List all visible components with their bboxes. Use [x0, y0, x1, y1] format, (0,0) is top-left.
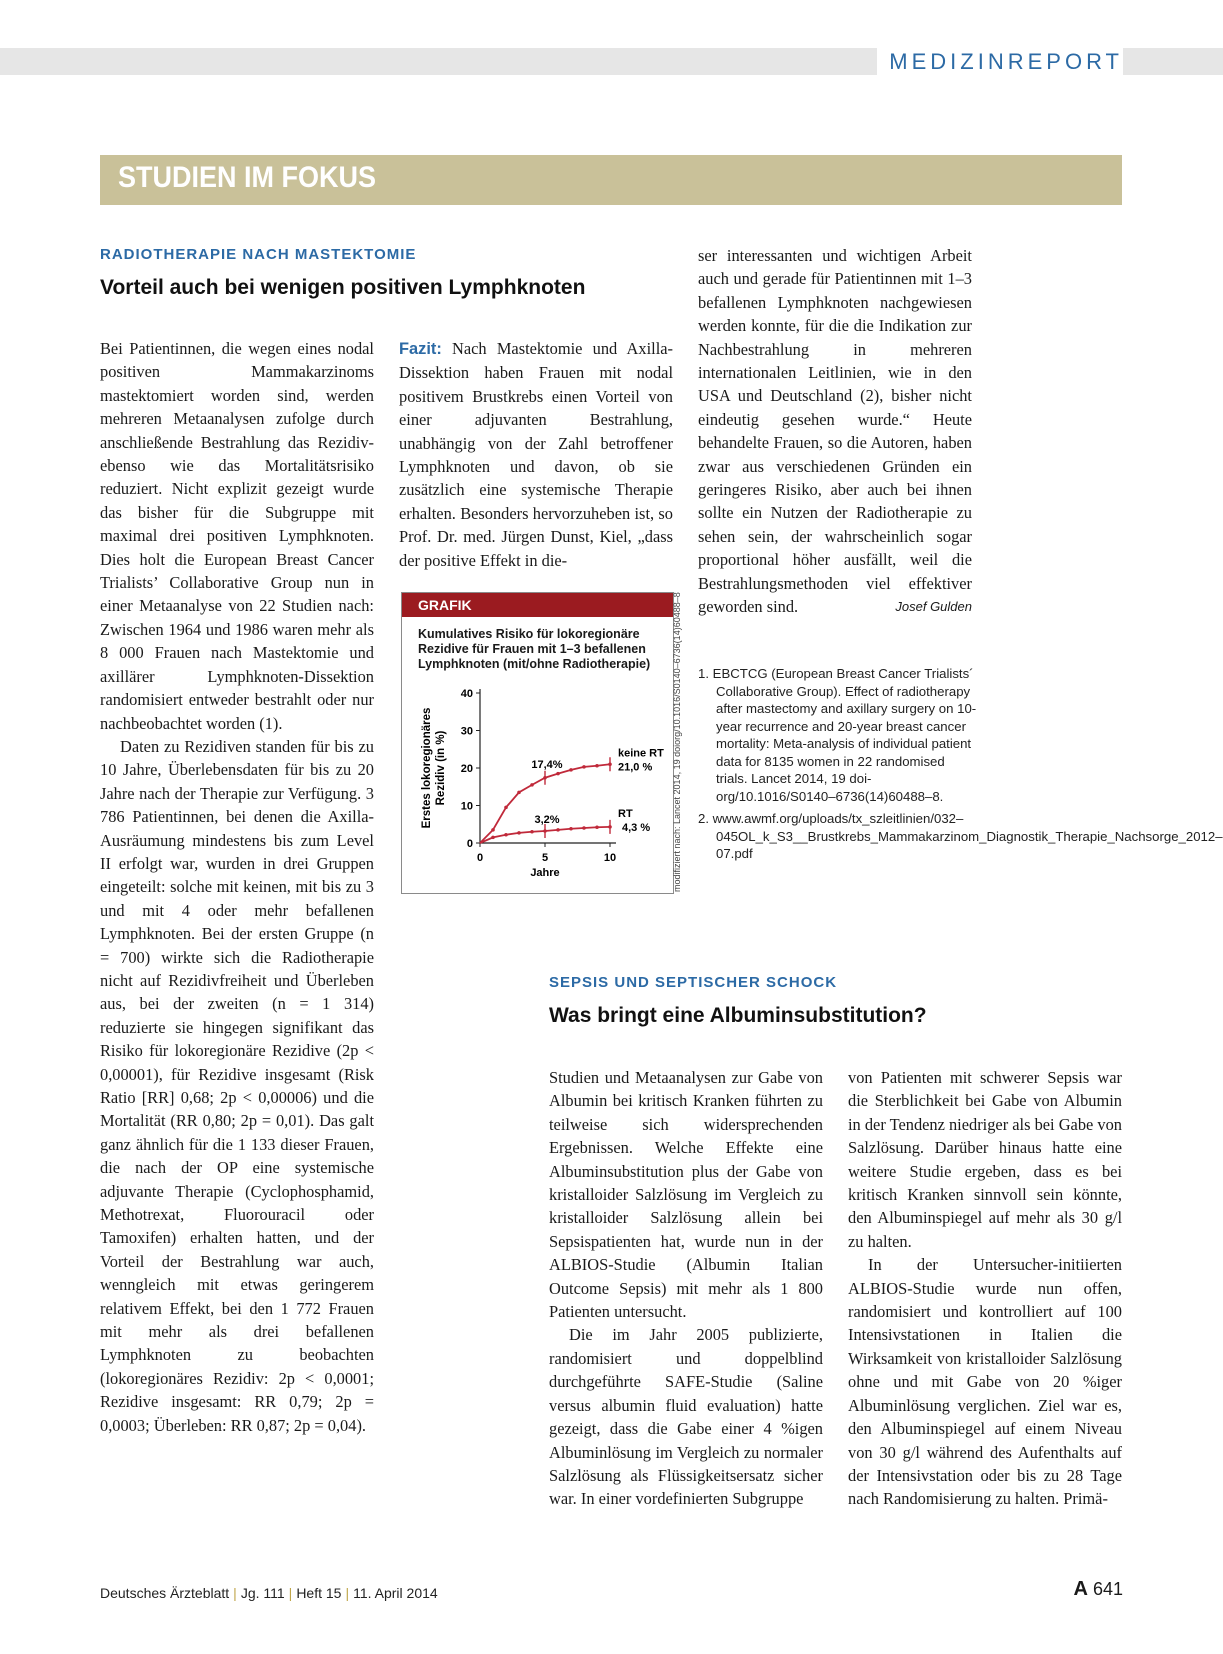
data-point	[517, 791, 521, 795]
data-point	[556, 828, 560, 832]
reference-item: 1. EBCTCG (European Breast Cancer Trialists´ Collaborative Group). Effect of radiotherapy after mastectomy and axillary surgery on 10-year recurrence and 20-year breast cancer mortality: Meta-analysis of individual patient data for 8135 women in 22 randomised trials. Lancet 2014, 19 doi-org/10.1016/S0140–6736(14)60488–8.	[698, 666, 977, 804]
y-tick-label: 0	[466, 838, 473, 850]
y-axis-label: Erstes lokoregionäres	[421, 707, 433, 829]
article1-paragraph	[698, 244, 972, 619]
article2-paragraph: Studien und Metaanalysen zur Gabe von Albumin bei kritisch Kranken führten zu teilweise sich widersprechenden Ergebnissen. Welche Effekte eine Albuminsubstitution plus der Gabe von kristalloider Salzlösung im Vergleich zu kristalloider Salzlösung allein bei Sepsispatienten hat, wurde nun in der ALBIOS-Studie (Albumin Italian Outcome Sepsis) mit mehr als 1 800 Patienten untersucht.	[549, 1068, 823, 1322]
data-label: 17,4%	[531, 758, 563, 771]
article2-paragraph: Die im Jahr 2005 publizierte, randomisiert und doppelblind durchgeführte SAFE-Studie (Saline versus albumin fluid evaluation) hatte gezeigt, dass die Gabe einer 4 %igen Albuminlösung im Vergleich zu normaler Salzlösung als Flüssigkeitsersatz sicher war. In einer vordefinierten Subgruppe	[549, 1325, 823, 1509]
data-point	[595, 764, 599, 768]
reference-item: 2. www.awmf.org/uploads/tx_szleitlinien/032–045OL_k_S3__Brustkrebs_Mammakarzinom_Diagnostik_Therapie_Nachsorge_2012–07.pdf	[698, 811, 1223, 861]
data-point	[595, 825, 599, 829]
footer-volume: Jg. 111	[240, 1585, 285, 1601]
article1-headline: Vorteil auch bei wenigen positiven Lymphknoten	[100, 276, 586, 299]
x-axis-label: Jahre	[530, 867, 560, 879]
grafik-box	[401, 592, 674, 894]
author-signature: Josef Gulden	[895, 599, 972, 615]
article1-column-2	[399, 337, 673, 572]
data-point	[504, 806, 508, 810]
y-axis-label: Rezidiv (in %)	[435, 730, 447, 806]
article2-paragraph: In der Untersucher-initiierten ALBIOS-Studie wurde nun offen, randomisiert und kontrolliert auf 100 Intensivstationen in Italien die Wirksamkeit von kristalloider Salzlösung ohne und mit Gabe von 20 %iger Albuminlösung verglichen. Ziel war es, den Albuminspiegel auf einem Niveau von 30 g/l während des Aufenthalts auf der Intensivstation oder bis zu 28 Tage nach Randomisierung zu halten. Primä-	[848, 1255, 1122, 1509]
article2-column-1	[549, 1066, 823, 1511]
footer-issue: Heft 15	[296, 1585, 342, 1601]
series-name-label: keine RT	[618, 747, 664, 760]
data-point	[582, 765, 586, 769]
page-prefix: A	[1073, 1578, 1088, 1600]
page-number-value: 641	[1092, 1579, 1123, 1599]
series-name-label: RT	[618, 807, 633, 820]
data-point	[569, 827, 573, 831]
fazit-text: Nach Mastektomie und Axilla-Dissektion haben Frauen mit nodal positivem Brustkrebs einen Vorteil von einer adjuvanten Bestrahlung, unabhängig von der Zahl betroffener Lymphknoten und davon, ob sie zusätzlich eine systemische Therapie erhalten. Besonders hervorzuheben ist, so Prof. Dr. med. Jürgen Dunst, Kiel, „dass der positive Effekt in die-	[399, 339, 673, 570]
references-list	[698, 665, 1223, 868]
footer-citation: Deutsches Ärzteblatt | Jg. 111 | Heft 15 | 11. April 2014	[100, 1585, 438, 1601]
data-point	[517, 831, 521, 835]
article2-column-2	[848, 1066, 1122, 1511]
banner-title: STUDIEN IM FOKUS	[118, 161, 377, 194]
grafik-label: GRAFIK	[418, 597, 472, 613]
article1-paragraph: Bei Patientinnen, die wegen eines nodal positiven Mammakarzinoms mastektomiert worden sind, werden mehreren Metaanalysen zufolge durch anschließende Bestrahlung das Rezidiv- ebenso wie das Mortalitätsrisiko reduziert. Nicht explizit gezeigt wurde das bisher für die Subgruppe mit maximal drei positiven Lymphknoten. Dies holt die European Breast Cancer Trialists’ Collaborative Group nun in einer Metaanalyse von 22 Studien nach: Zwischen 1964 und 1986 waren mehr als 8 000 Frauen nach Mastektomie und axillärer Lymphknoten-Dissektion randomisiert entweder bestrahlt oder nur nachbeobachtet worden (1).	[100, 339, 374, 733]
x-tick-label: 5	[541, 852, 549, 864]
section-banner	[100, 155, 1122, 205]
data-point	[582, 826, 586, 830]
fazit-label: Fazit:	[399, 340, 442, 358]
y-tick-label: 40	[460, 688, 473, 700]
page-number	[1073, 1578, 1123, 1601]
article1-col3-text: ser interessanten und wichtigen Arbeit auch und gerade für Patientinnen mit 1–3 befallenen Lymphknoten nachgewiesen werden konnte, für die die Indikation zur Nachbestrahlung in mehreren internationalen Leitlinien, wie in den USA und Deutschland (2), bisher nicht eindeutig gesehen wurde.“ Heute behandelte Frauen, so die Autoren, haben zwar aus verschiedenen Gründen ein geringeres Risiko, aber auch bei ihnen sollte ein Nutzen der Radiotherapie zu sehen sein, der wahrscheinlich sogar proportional höher ausfällt, weil die Bestrahlungsmethoden viel effektiver geworden sind.	[698, 246, 972, 617]
series-end-label: 21,0 %	[618, 761, 653, 774]
data-label: 3,2%	[534, 814, 560, 826]
chart-svg	[402, 593, 673, 893]
footer-date: 11. April 2014	[353, 1585, 438, 1601]
article1-kicker: RADIOTHERAPIE NACH MASTEKTOMIE	[100, 246, 417, 263]
data-point	[530, 783, 534, 787]
article1-column-1	[100, 337, 374, 1437]
article2-kicker: SEPSIS UND SEPTISCHER SCHOCK	[549, 974, 838, 991]
footer-journal: Deutsches Ärzteblatt	[100, 1585, 230, 1601]
x-tick-label: 10	[603, 852, 617, 864]
series-end-label: 4,3 %	[622, 821, 651, 834]
data-point	[556, 772, 560, 776]
data-point	[530, 830, 534, 834]
article1-column-3	[698, 244, 972, 619]
article2-paragraph: von Patienten mit schwerer Sepsis war die Sterblichkeit bei Gabe von Albumin in der Tendenz niedriger als bei Gabe von Salzlösung. Darüber hinaus hatte eine weitere Studie ergeben, dass es bei kritisch Kranken sinnvoll sein könnte, den Albuminspiegel auf mehr als 30 g/l zu halten.	[848, 1068, 1122, 1251]
y-tick-label: 10	[460, 800, 473, 813]
chart-source-note: modifiziert nach: Lancet 2014, 19 doiorg/10.1016/S0140–6736(14)60488–8	[672, 592, 682, 892]
chart-title: Kumulatives Risiko für lokoregionäre Rezidive für Frauen mit 1–3 befallenen Lymphknoten (mit/ohne Radiotherapie)	[418, 627, 651, 671]
y-tick-label: 20	[460, 763, 473, 775]
data-point	[569, 768, 573, 772]
data-point	[491, 828, 495, 832]
section-label: MEDIZINREPORT	[877, 48, 1123, 75]
article1-paragraph: Daten zu Rezidiven standen für bis zu 10 Jahre, Überlebensdaten für bis zu 20 Jahre nach der Therapie zur Verfügung. 3 786 Patientinnen, bei denen die Axilla-Ausräumung mindestens bis zum Level II erfolgt war, wurden in drei Gruppen eingeteilt: solche mit keinen, mit bis zu 3 und mit 4 oder mehr befallenen Lymphknoten. Bei der ersten Gruppe (n = 700) wirkte sich die Radiotherapie nicht auf Rezidivfreiheit und Überleben aus, bei der zweiten (n = 1 314) reduzierte sie hingegen signifikant das Risiko für lokoregionäre Rezidive (2p < 0,00001), für Rezidive insgesamt (Risk Ratio [RR] 0,68; 2p < 0,00006) und die Mortalität (RR 0,80; 2p = 0,01). Das galt ganz ähnlich für die 1 133 dieser Frauen, die nach der OP eine systemische adjuvante Therapie (Cyclophosphamid, Methotrexat, Fluorouracil oder Tamoxifen) erhalten hatten, und der Vorteil der Bestrahlung war auch, wenngleich mit etwas geringerem relativem Effekt, bei den 1 772 Frauen mit mehr als drei befallenen Lymphknoten zu beobachten (lokoregionäres Rezidiv: 2p < 0,0001; Rezidive insgesamt: RR 0,79; 2p = 0,0003; Überleben: RR 0,87; 2p = 0,04).	[100, 736, 374, 1435]
data-point	[491, 836, 495, 840]
data-point	[504, 833, 508, 837]
x-tick-label: 0	[476, 852, 484, 864]
article2-headline: Was bringt eine Albuminsubstitution?	[549, 1004, 927, 1027]
fazit-paragraph	[399, 337, 673, 572]
y-tick-label: 30	[460, 725, 473, 738]
